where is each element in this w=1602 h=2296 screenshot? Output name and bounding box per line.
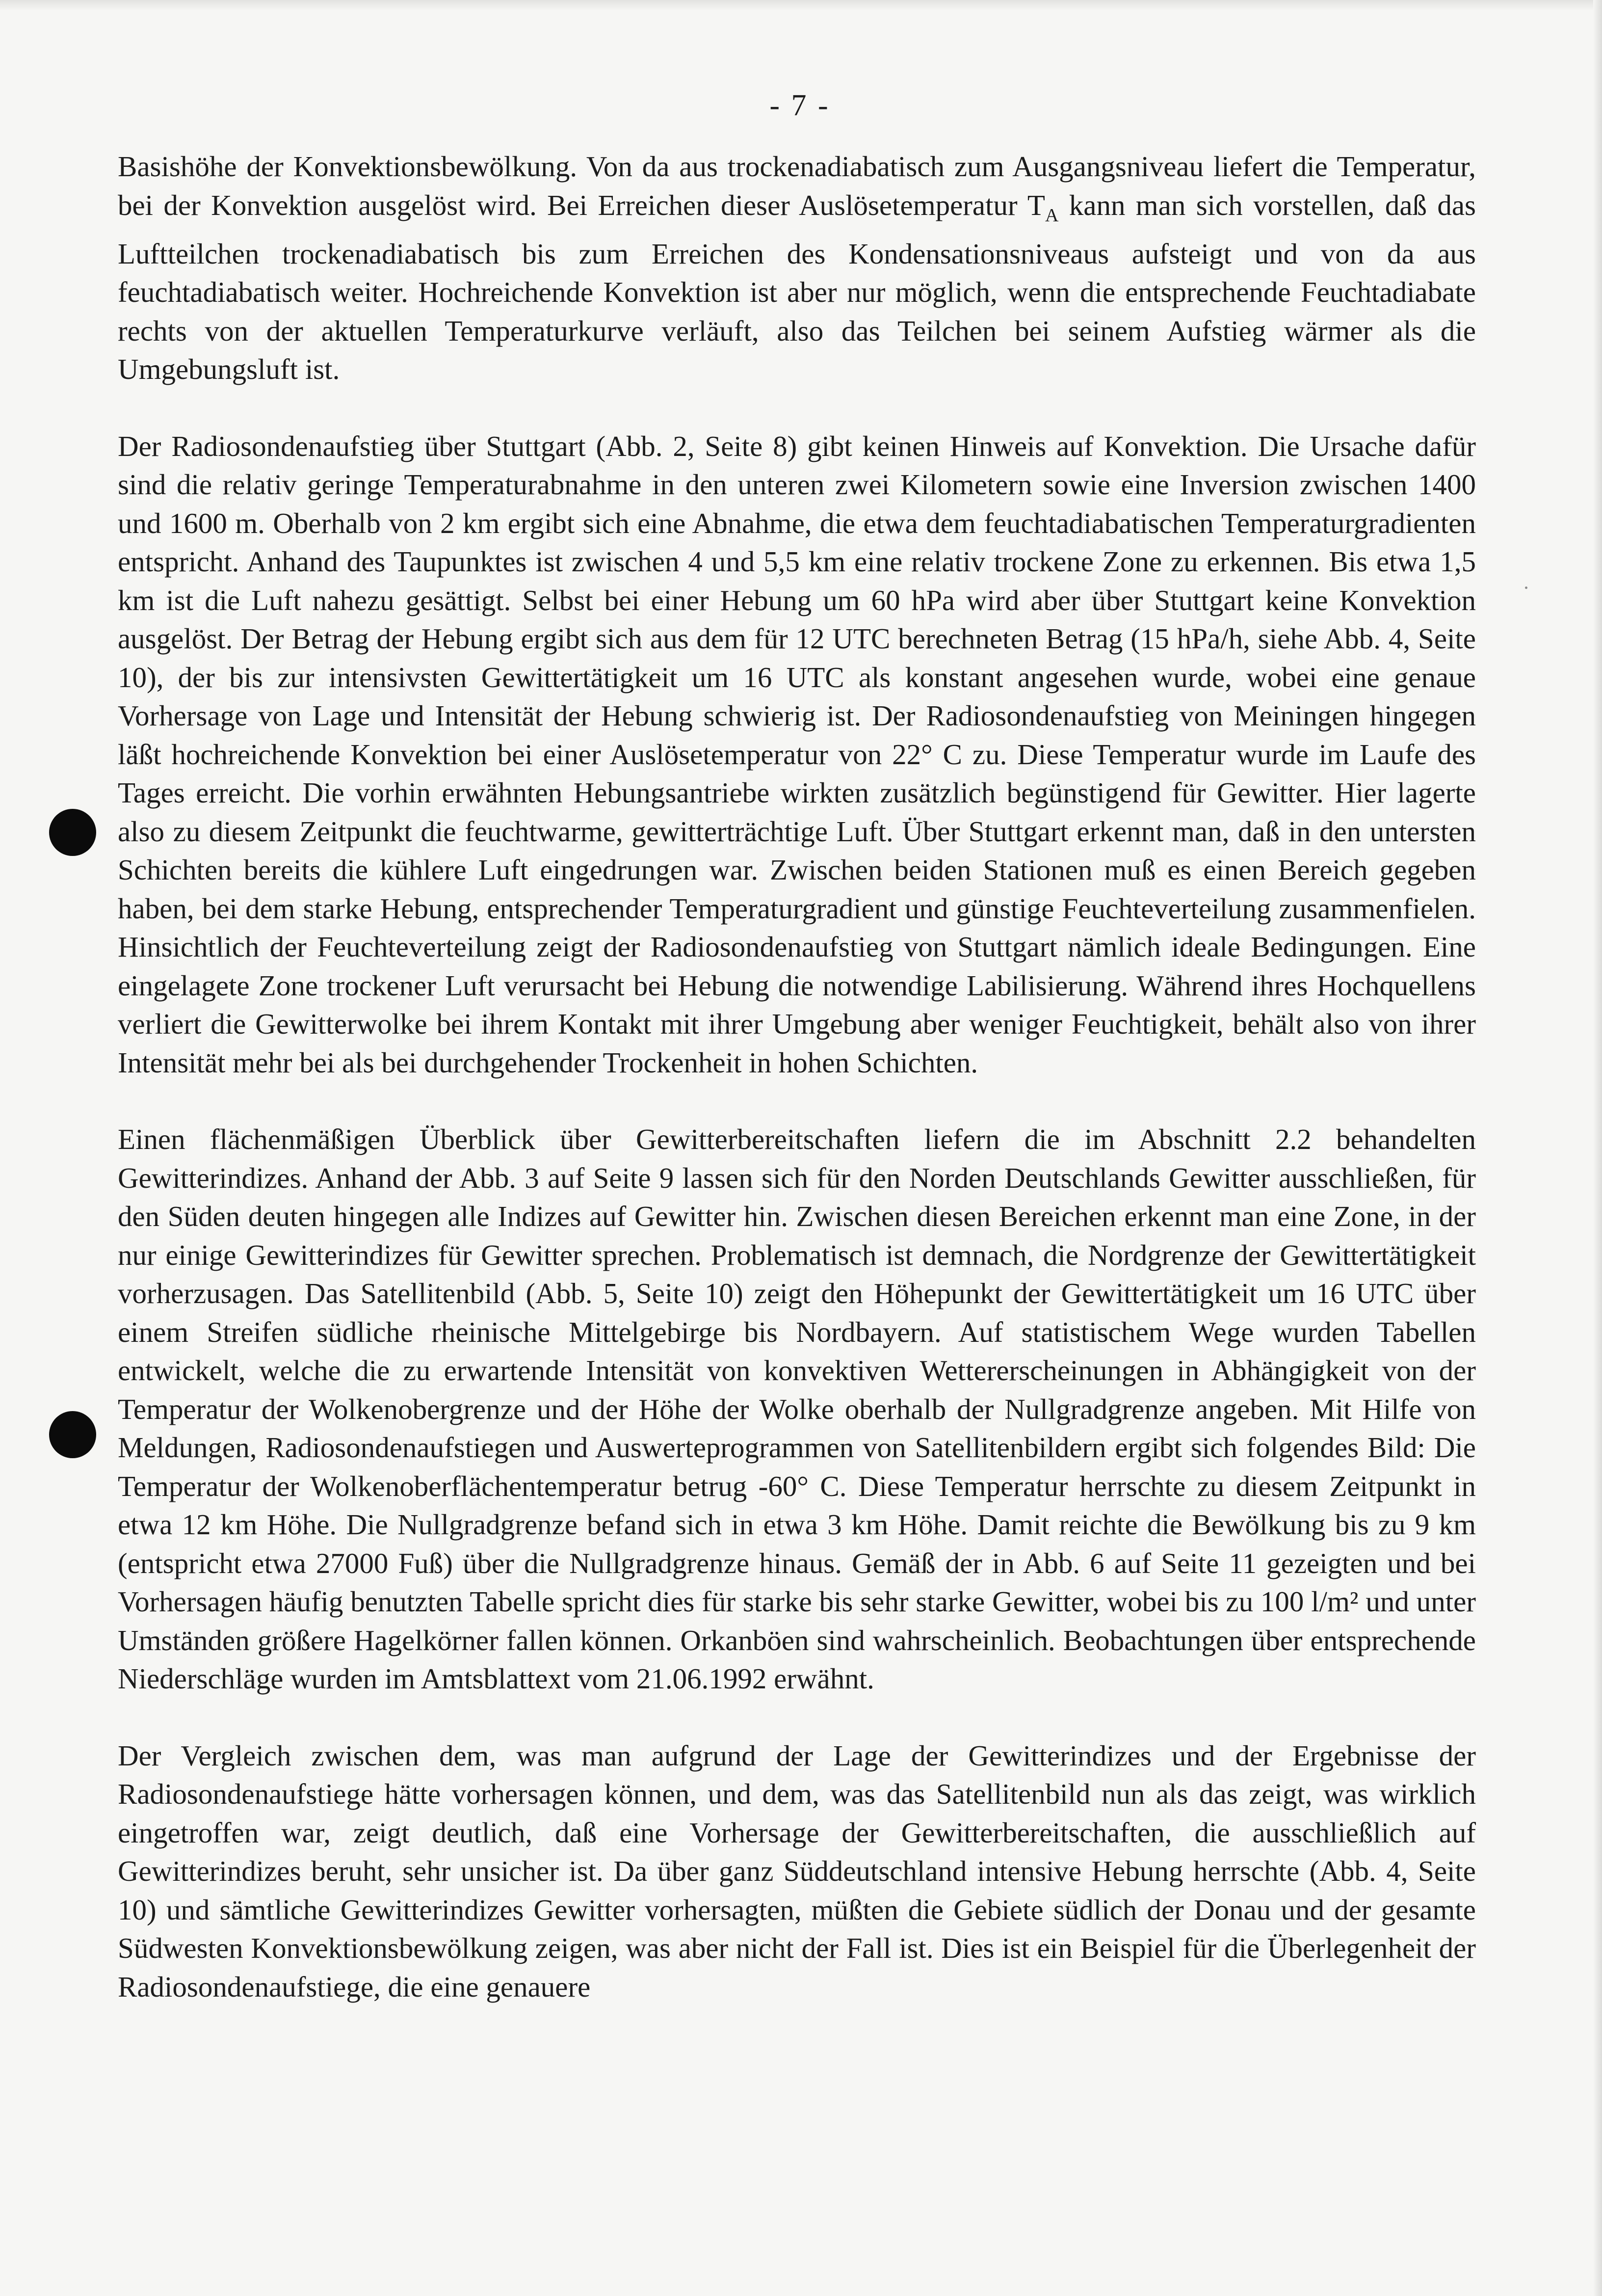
document-body: [118, 147, 1476, 2044]
punch-hole: [49, 1411, 96, 1458]
paragraph-1-text-a: Basishöhe der Konvektionsbewölkung. Von da aus trockenadiabatisch zum Ausgangsniveau liefert die Temperatur, bei der Konvektion ausgelöst wird. Bei Erreichen dieser Auslösetemperatur T: [118, 150, 1476, 221]
paragraph-4: Der Vergleich zwischen dem, was man aufgrund der Lage der Gewitterindizes und der Ergebnisse der Radiosondenaufstiege hätte vorhersagen können, und dem, was das Satellitenbild nun als das zeigt, was wirklich eingetroffen war, zeigt deutlich, daß eine Vorhersage der Gewitterbereitschaften, die ausschließlich auf Gewitterindizes beruht, sehr unsicher ist. Da über ganz Süddeutschland intensive Hebung herrschte (Abb. 4, Seite 10) und sämtliche Gewitterindizes Gewitter vorhersagten, müßten die Gebiete südlich der Donau und der gesamte Südwesten Konvektionsbewölkung zeigen, was aber nicht der Fall ist. Dies ist ein Beispiel für die Überlegenheit der Radiosondenaufstiege, die eine genauere: [118, 1739, 1476, 2003]
paragraph-1: [118, 147, 1476, 389]
paragraph-2: Der Radiosondenaufstieg über Stuttgart (Abb. 2, Seite 8) gibt keinen Hinweis auf Konvektion. Die Ursache dafür sind die relativ geringe Temperaturabnahme in den unteren zwei Kilometern sowie eine Inversion zwischen 1400 und 1600 m. Oberhalb von 2 km ergibt sich eine Abnahme, die etwa dem feuchtadiabatischen Temperaturgradienten entspricht. Anhand des Taupunktes ist zwischen 4 und 5,5 km eine relativ trockene Zone zu erkennen. Bis etwa 1,5 km ist die Luft nahezu gesättigt. Selbst bei einer Hebung um 60 hPa wird aber über Stuttgart keine Konvektion ausgelöst. Der Betrag der Hebung ergibt sich aus dem für 12 UTC berechneten Betrag (15 hPa/h, siehe Abb. 4, Seite 10), der bis zur intensivsten Gewittertätigkeit um 16 UTC als konstant angesehen wurde, wobei eine genaue Vorhersage von Lage und Intensität der Hebung schwierig ist. Der Radiosondenaufstieg von Meiningen hingegen läßt hochreichende Konvektion bei einer Auslösetemperatur von 22° C zu. Diese Temperatur wurde im Laufe des Tages erreicht. Die vorhin erwähnten Hebungsantriebe wirkten zusätzlich begünstigend für Gewitter. Hier lagerte also zu diesem Zeitpunkt die feuchtwarme, gewitterträchtige Luft. Über Stuttgart erkennt man, daß in den untersten Schichten bereits die kühlere Luft eingedrungen war. Zwischen beiden Stationen muß es einen Bereich gegeben haben, bei dem starke Hebung, entsprechender Temperaturgradient und günstige Feuchteverteilung zusammenfielen. Hinsichtlich der Feuchteverteilung zeigt der Radiosondenaufstieg von Stuttgart nämlich ideale Bedingungen. Eine eingelagete Zone trockener Luft verursacht bei Hebung die notwendige Labilisierung. Während ihres Hochquellens verliert die Gewitterwolke bei ihrem Kontakt mit ihrer Umgebung aber weniger Feuchtigkeit, behält also von ihrer Intensität mehr bei als bei durchgehender Trockenheit in hohen Schichten.: [118, 429, 1476, 1079]
scan-speck: [1525, 587, 1527, 589]
paragraph-1-text-b: kann man sich vorstellen, daß das Luftteilchen trockenadiabatisch bis zum Erreichen des Kondensationsniveaus aufsteigt und von da aus feuchtadiabatisch weiter. Hochreichende Konvektion ist aber nur möglich, wenn die entsprechende Feuchtadiabate rechts von der aktuellen Temperaturkurve verläuft, also das Teilchen bei seinem Aufstieg wärmer als die Umgebungsluft ist.: [118, 188, 1476, 386]
punch-hole: [49, 809, 96, 856]
page-edge-shadow-right: [1593, 0, 1602, 2296]
page-number: - 7 -: [769, 89, 830, 122]
page-edge-shadow: [0, 0, 1602, 11]
subscript-a: A: [1045, 205, 1059, 226]
paragraph-3: Einen flächenmäßigen Überblick über Gewitterbereitschaften liefern die im Abschnitt 2.2 behandelten Gewitterindizes. Anhand der Abb. 3 auf Seite 9 lassen sich für den Norden Deutschlands Gewitter ausschließen, für den Süden deuten hingegen alle Indizes auf Gewitter hin. Zwischen diesen Bereichen erkennt man eine Zone, in der nur einige Gewitterindizes für Gewitter sprechen. Problematisch ist demnach, die Nordgrenze der Gewittertätigkeit vorherzusagen. Das Satellitenbild (Abb. 5, Seite 10) zeigt den Höhepunkt der Gewittertätigkeit um 16 UTC über einem Streifen südliche rheinische Mittelgebirge bis Nordbayern. Auf statistischem Wege wurden Tabellen entwickelt, welche die zu erwartende Intensität von konvektiven Wettererscheinungen in Abhängigkeit von der Temperatur der Wolkenobergrenze und der Höhe der Wolke oberhalb der Nullgradgrenze angeben. Mit Hilfe von Meldungen, Radiosondenaufstiegen und Auswerteprogrammen von Satellitenbildern ergibt sich folgendes Bild: Die Temperatur der Wolkenoberflächentemperatur betrug -60° C. Diese Temperatur herrschte zu diesem Zeitpunkt in etwa 12 km Höhe. Die Nullgradgrenze befand sich in etwa 3 km Höhe. Damit reichte die Bewölkung bis zu 9 km (entspricht etwa 27000 Fuß) über die Nullgradgrenze hinaus. Gemäß der in Abb. 6 auf Seite 11 gezeigten und bei Vorhersagen häufig benutzten Tabelle spricht dies für starke bis sehr starke Gewitter, wobei bis zu 100 l/m² und unter Umständen größere Hagelkörner fallen können. Orkanböen sind wahrscheinlich. Beobachtungen über entsprechende Niederschläge wurden im Amtsblattext vom 21.06.1992 erwähnt.: [118, 1123, 1476, 1695]
